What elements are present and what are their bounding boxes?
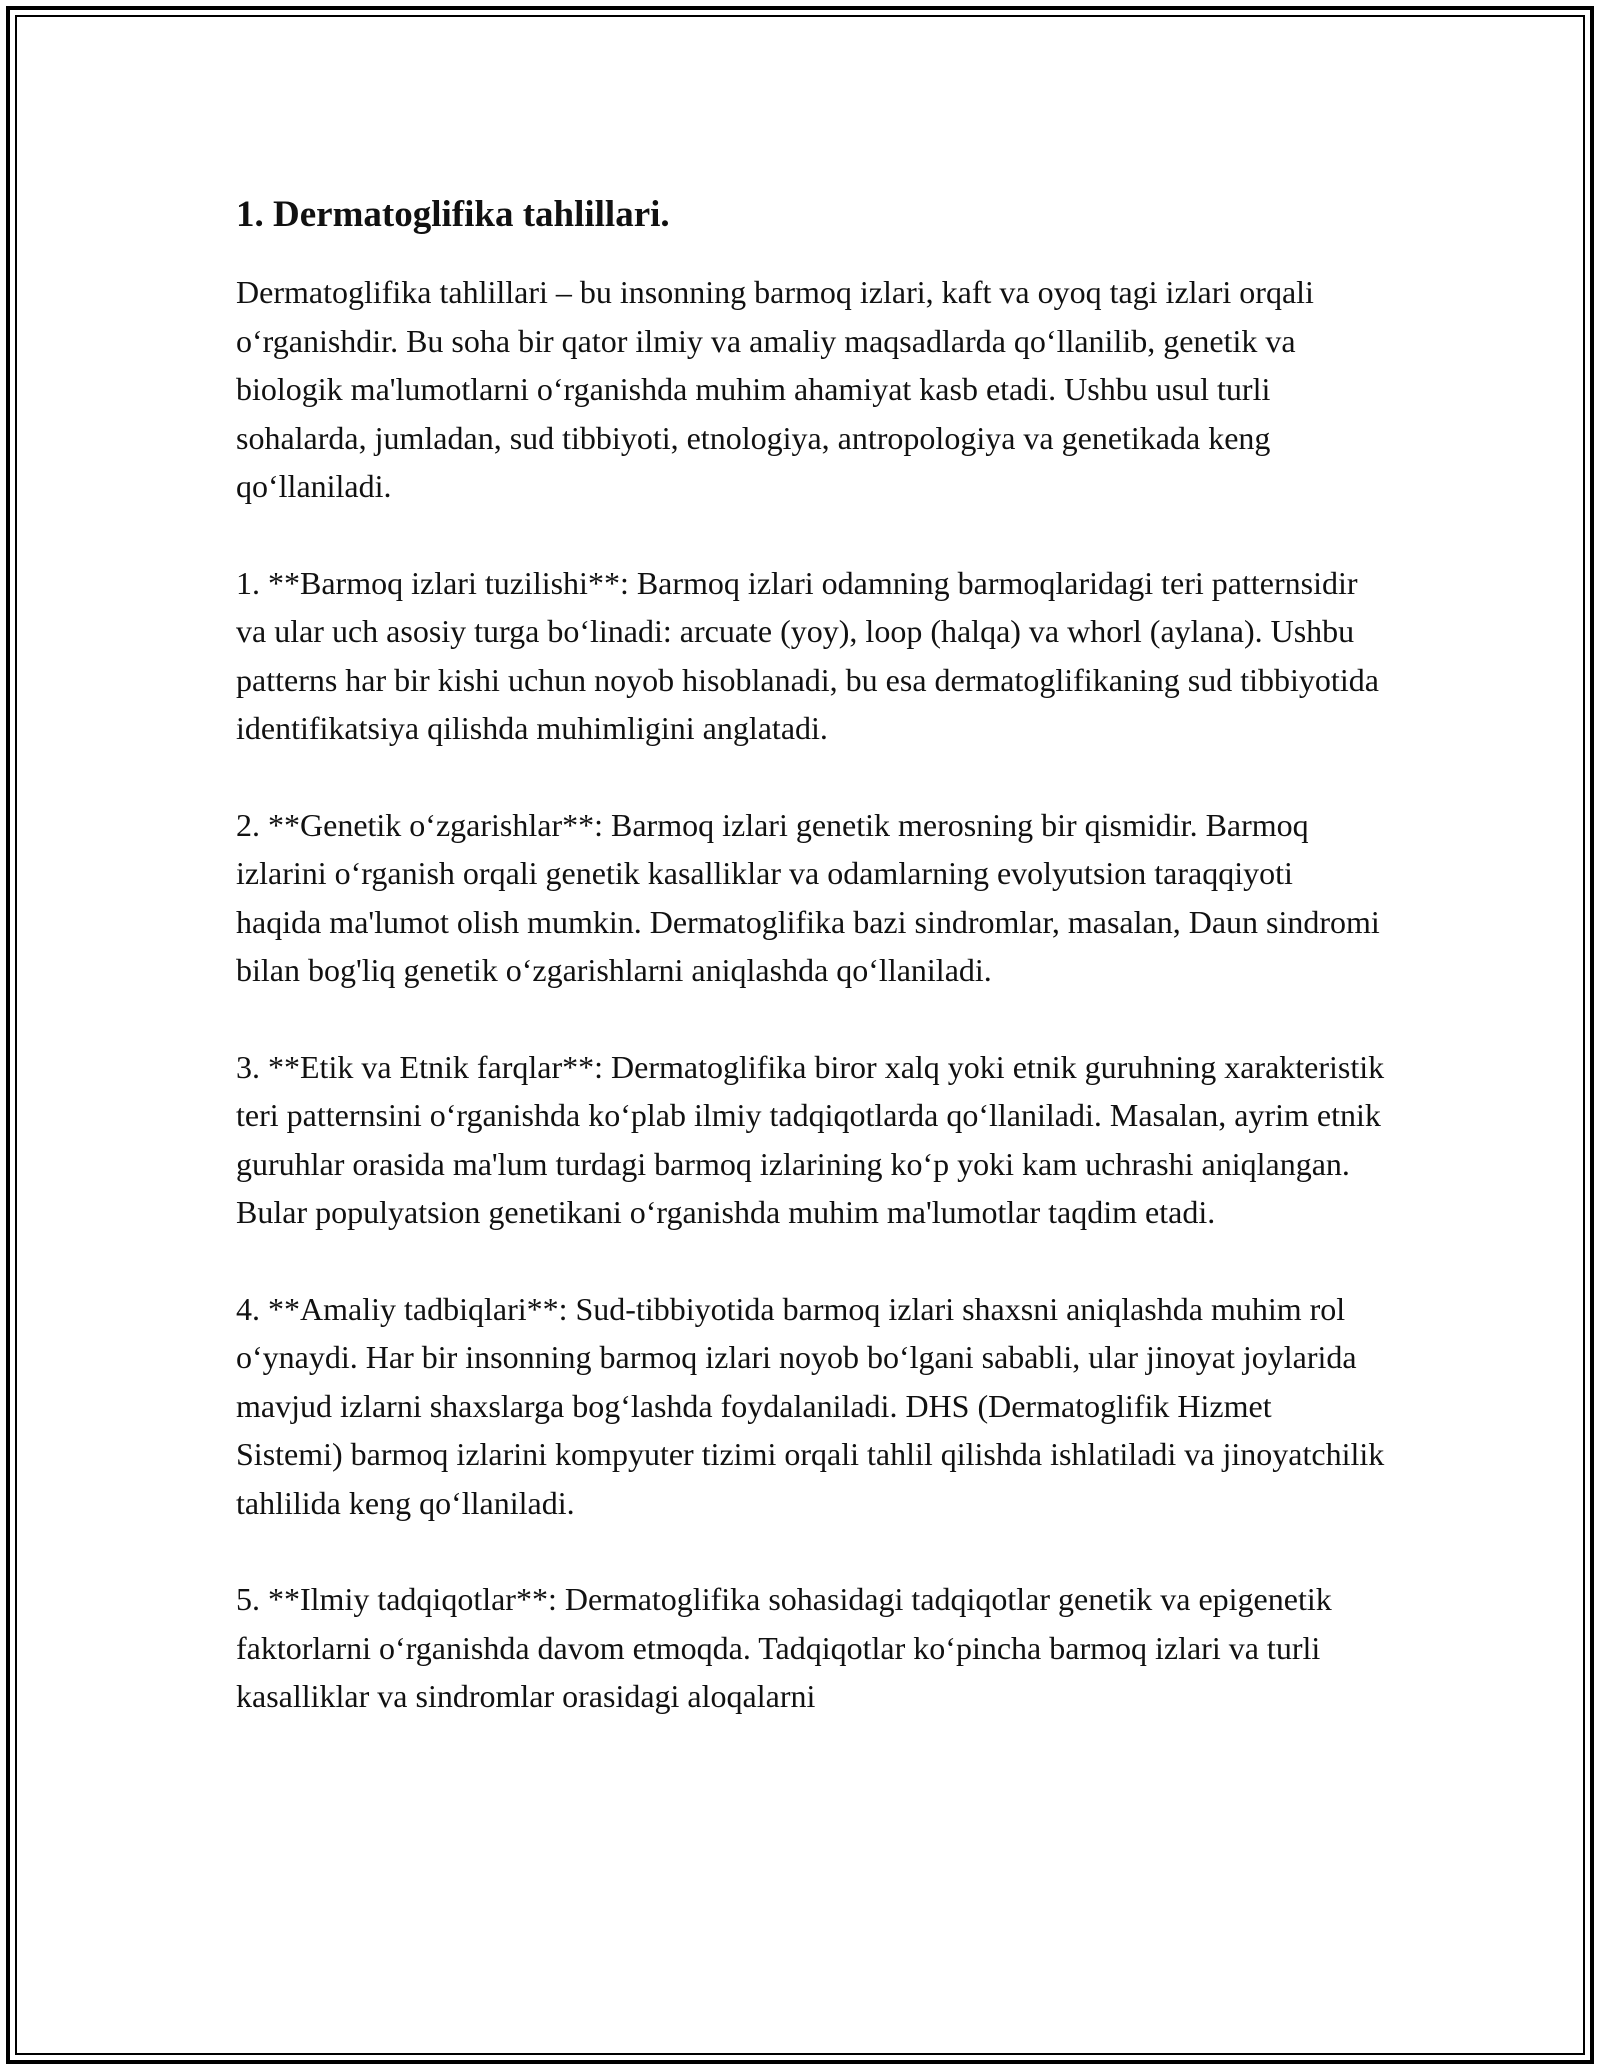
paragraph-amaliy-tadbiqlari: 4. **Amaliy tadbiqlari**: Sud-tibbiyotida barmoq izlari shaxsni aniqlashda muhim rol o‘ynaydi. Har bir insonning barmoq izlari noyob bo‘lgani sababli, ular jinoyat joylarida mavjud izlarni shaxslarga bog‘lashda foydalaniladi. DHS (Dermatoglifik Hizmet Sistemi) barmoq izlarini kompyuter tizimi orqali tahlil qilishda ishlatiladi va jinoyatchilik tahlilida keng qo‘llaniladi. [236, 1290, 1385, 1521]
paragraph-genetik-ozgarishlar: 2. **Genetik o‘zgarishlar**: Barmoq izlari genetik merosning bir qismidir. Barmoq izlarini o‘rganish orqali genetik kasalliklar va odamlarning evolyutsion taraqqiyoti haqida ma'lumot olish mumkin. Dermatoglifika bazi sindromlar, masalan, Daun sindromi bilan bog'liq genetik o‘zgarishlarni aniqlashda qo‘llaniladi. [236, 806, 1380, 988]
section-heading: 1. Dermatoglifika tahlillari. [236, 194, 670, 235]
document-body [236, 186, 1386, 1769]
paragraph-etik-va-etnik-farqlar: 3. **Etik va Etnik farqlar**: Dermatoglifika biror xalq yoki etnik guruhning xarakteristik teri patternsini o‘rganishda ko‘plab ilmiy tadqiqotlarda qo‘llaniladi. Masalan, ayrim etnik guruhlar orasida ma'lum turdagi barmoq izlarining ko‘p yoki kam uchrashi aniqlangan. Bular populyatsion genetikani o‘rganishda muhim ma'lumotlar taqdim etadi. [236, 1048, 1385, 1230]
paragraph-barmoq-izlari-tuzilishi: 1. **Barmoq izlari tuzilishi**: Barmoq izlari odamning barmoqlaridagi teri patternsidir va ular uch asosiy turga bo‘linadi: arcuate (yoy), loop (halqa) va whorl (aylana). Ushbu patterns har bir kishi uchun noyob hisoblanadi, bu esa dermatoglifikaning sud tibbiyotida identifikatsiya qilishda muhimligini anglatadi. [236, 564, 1379, 746]
paragraph-ilmiy-tadqiqotlar: 5. **Ilmiy tadqiqotlar**: Dermatoglifika sohasidagi tadqiqotlar genetik va epigenetik faktorlarni o‘rganishda davom etmoqda. Tadqiqotlar ko‘pincha barmoq izlari va turli kasalliklar va sindromlar orasidagi aloqalarni [236, 1581, 1332, 1714]
intro-paragraph: Dermatoglifika tahlillari – bu insonning barmoq izlari, kaft va oyoq tagi izlari orqali o‘rganishdir. Bu soha bir qator ilmiy va amaliy maqsadlarda qo‘llanilib, genetik va biologik ma'lumotlarni o‘rganishda muhim ahamiyat kasb etadi. Ushbu usul turli sohalarda, jumladan, sud tibbiyoti, etnologiya, antropologiya va genetikada keng qo‘llaniladi. [236, 274, 1314, 504]
